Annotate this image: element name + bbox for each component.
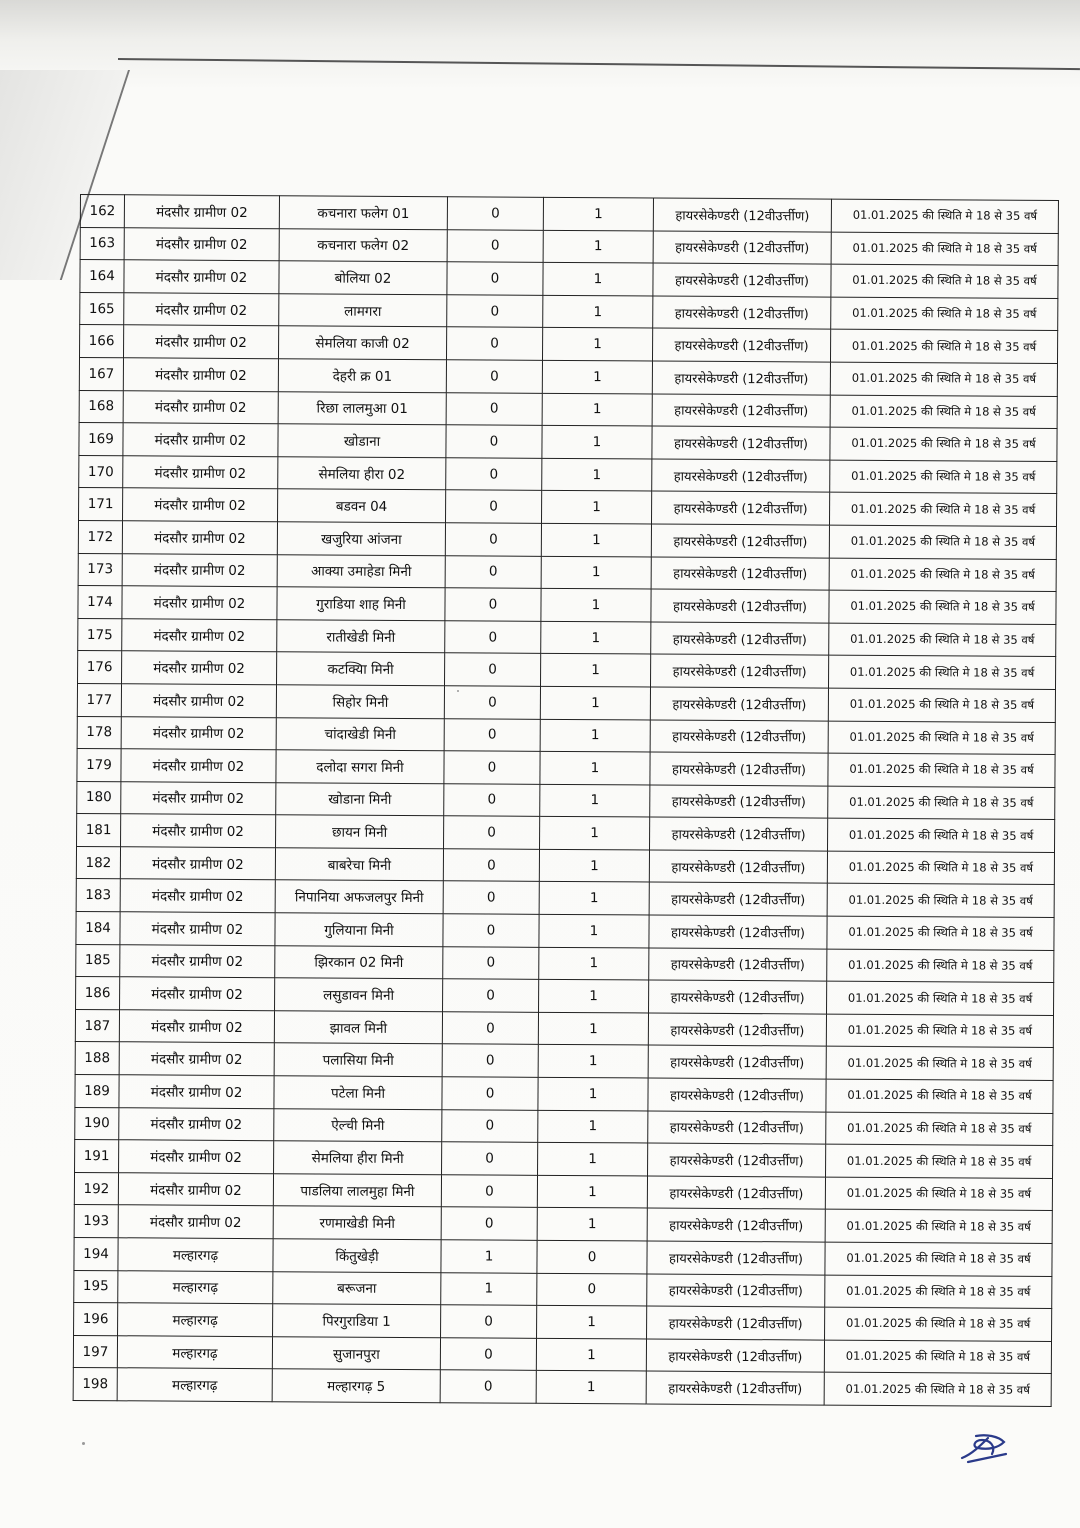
vacancy-count-cell-2: 1 — [539, 980, 649, 1013]
serial-number-cell: 175 — [78, 618, 122, 651]
vacancy-count-cell-1: 0 — [442, 1077, 538, 1110]
vacancy-count-cell-1: 0 — [445, 620, 541, 653]
anganwadi-center-cell: सिहोर मिनी — [276, 685, 444, 719]
vacancy-table — [73, 194, 1059, 1407]
project-area-cell: मंदसौर ग्रामीण 02 — [124, 325, 279, 359]
qualification-cell: हायरसेकेण्डरी (12वीउर्त्तीण) — [647, 1241, 825, 1275]
project-area-cell: मंदसौर ग्रामीण 02 — [123, 390, 278, 424]
project-area-cell: मंदसौर ग्रामीण 02 — [122, 521, 277, 555]
serial-number-cell: 164 — [80, 260, 124, 293]
vacancy-count-cell-2: 1 — [541, 621, 651, 654]
vacancy-count-cell-2: 1 — [540, 817, 650, 850]
vacancy-count-cell-2: 1 — [538, 1045, 648, 1078]
serial-number-cell: 198 — [73, 1368, 117, 1401]
anganwadi-center-cell: खजुरिया आंजना — [277, 522, 445, 556]
project-area-cell: मंदसौर ग्रामीण 02 — [123, 488, 278, 522]
age-limit-cell: 01.01.2025 की स्थिति मे 18 से 35 वर्ष — [826, 1014, 1053, 1048]
anganwadi-center-cell: रातीखेडी मिनी — [277, 619, 445, 653]
age-limit-cell: 01.01.2025 की स्थिति मे 18 से 35 वर्ष — [828, 786, 1055, 820]
age-limit-cell: 01.01.2025 की स्थिति मे 18 से 35 वर्ष — [830, 460, 1057, 494]
vacancy-count-cell-1: 0 — [444, 783, 540, 816]
serial-number-cell: 197 — [73, 1335, 117, 1368]
age-limit-cell: 01.01.2025 की स्थिति मे 18 से 35 वर्ष — [830, 362, 1057, 396]
vacancy-count-cell-2: 1 — [542, 425, 652, 458]
anganwadi-center-cell: मल्हारगढ़ 5 — [272, 1369, 440, 1403]
project-area-cell: मंदसौर ग्रामीण 02 — [123, 358, 278, 392]
vacancy-count-cell-1: 0 — [443, 914, 539, 947]
anganwadi-center-cell: कचनारा फलेग 01 — [279, 196, 447, 230]
qualification-cell: हायरसेकेण्डरी (12वीउर्त्तीण) — [650, 785, 828, 819]
vacancy-count-cell-2: 1 — [540, 751, 650, 784]
age-limit-cell: 01.01.2025 की स्थिति मे 18 से 35 वर्ष — [824, 1340, 1051, 1374]
vacancy-count-cell-1: 0 — [447, 197, 543, 230]
vacancy-count-cell-2: 1 — [541, 523, 651, 556]
project-area-cell: मंदसौर ग्रामीण 02 — [120, 977, 275, 1011]
qualification-cell: हायरसेकेण्डरी (12वीउर्त्तीण) — [651, 589, 829, 623]
vacancy-count-cell-2: 1 — [539, 914, 649, 947]
vacancy-count-cell-1: 0 — [442, 1012, 538, 1045]
qualification-cell: हायरसेकेण्डरी (12वीउर्त्तीण) — [647, 1176, 825, 1210]
vacancy-count-cell-1: 0 — [445, 653, 541, 686]
vacancy-count-cell-2: 1 — [542, 360, 652, 393]
table-body — [73, 195, 1058, 1407]
vacancy-count-cell-1: 0 — [442, 1142, 538, 1175]
anganwadi-center-cell: पटेला मिनी — [274, 1076, 442, 1110]
project-area-cell: मंदसौर ग्रामीण 02 — [120, 879, 275, 913]
project-area-cell: मंदसौर ग्रामीण 02 — [121, 716, 276, 750]
qualification-cell: हायरसेकेण्डरी (12वीउर्त्तीण) — [653, 198, 831, 232]
anganwadi-center-cell: पाडलिया लालमुहा मिनी — [273, 1174, 441, 1208]
anganwadi-center-cell: निपानिया अफजलपुर मिनी — [275, 880, 443, 914]
qualification-cell: हायरसेकेण्डरी (12वीउर्त्तीण) — [651, 491, 829, 525]
serial-number-cell: 196 — [74, 1303, 118, 1336]
anganwadi-center-cell: बाबरेचा मिनी — [275, 848, 443, 882]
serial-number-cell: 176 — [78, 651, 122, 684]
vacancy-count-cell-2: 1 — [537, 1208, 647, 1241]
vacancy-count-cell-1: 0 — [440, 1370, 536, 1403]
vacancy-count-cell-1: 0 — [447, 295, 543, 328]
qualification-cell: हायरसेकेण्डरी (12वीउर्त्तीण) — [650, 687, 828, 721]
vacancy-count-cell-1: 0 — [441, 1305, 537, 1338]
qualification-cell: हायरसेकेण्डरी (12वीउर्त्तीण) — [649, 850, 827, 884]
project-area-cell: मल्हारगढ़ — [118, 1238, 273, 1272]
age-limit-cell: 01.01.2025 की स्थिति मे 18 से 35 वर्ष — [827, 851, 1054, 885]
vacancy-count-cell-2: 1 — [542, 328, 652, 361]
age-limit-cell: 01.01.2025 की स्थिति मे 18 से 35 वर्ष — [831, 297, 1058, 331]
anganwadi-center-cell: रणमाखेडी मिनी — [273, 1206, 441, 1240]
anganwadi-center-cell: पलासिया मिनी — [274, 1043, 442, 1077]
vacancy-count-cell-2: 1 — [536, 1371, 646, 1404]
anganwadi-center-cell: सेमलिया हीरा मिनी — [274, 1141, 442, 1175]
qualification-cell: हायरसेकेण्डरी (12वीउर्त्तीण) — [649, 882, 827, 916]
vacancy-count-cell-2: 1 — [541, 588, 651, 621]
anganwadi-center-cell: किंतुखेड़ी — [273, 1239, 441, 1273]
anganwadi-center-cell: लसुडावन मिनी — [275, 978, 443, 1012]
project-area-cell: मंदसौर ग्रामीण 02 — [121, 814, 276, 848]
qualification-cell: हायरसेकेण्डरी (12वीउर्त्तीण) — [652, 459, 830, 493]
project-area-cell: मंदसौर ग्रामीण 02 — [120, 944, 275, 978]
vacancy-count-cell-2: 1 — [543, 197, 653, 230]
serial-number-cell: 183 — [76, 879, 120, 912]
age-limit-cell: 01.01.2025 की स्थिति मे 18 से 35 वर्ष — [826, 1079, 1053, 1113]
serial-number-cell: 190 — [75, 1107, 119, 1140]
anganwadi-center-cell: छायन मिनी — [276, 815, 444, 849]
qualification-cell: हायरसेकेण्डरी (12वीउर्त्तीण) — [647, 1306, 825, 1340]
age-limit-cell: 01.01.2025 की स्थिति मे 18 से 35 वर्ष — [831, 232, 1058, 266]
vacancy-count-cell-2: 1 — [539, 882, 649, 915]
vacancy-count-cell-1: 0 — [443, 979, 539, 1012]
project-area-cell: मंदसौर ग्रामीण 02 — [120, 912, 275, 946]
qualification-cell: हायरसेकेण्डरी (12वीउर्त्तीण) — [652, 394, 830, 428]
serial-number-cell: 179 — [77, 749, 121, 782]
vacancy-count-cell-1: 0 — [440, 1338, 536, 1371]
age-limit-cell: 01.01.2025 की स्थिति मे 18 से 35 वर्ष — [828, 721, 1055, 755]
qualification-cell: हायरसेकेण्डरी (12वीउर्त्तीण) — [653, 263, 831, 297]
serial-number-cell: 193 — [74, 1205, 118, 1238]
qualification-cell: हायरसेकेण्डरी (12वीउर्त्तीण) — [650, 817, 828, 851]
project-area-cell: मंदसौर ग्रामीण 02 — [123, 456, 278, 490]
anganwadi-center-cell: बरूजना — [273, 1271, 441, 1305]
anganwadi-center-cell: झिरकान 02 मिनी — [275, 945, 443, 979]
age-limit-cell: 01.01.2025 की स्थिति मे 18 से 35 वर्ष — [828, 753, 1055, 787]
project-area-cell: मंदसौर ग्रामीण 02 — [124, 227, 279, 261]
project-area-cell: मंदसौर ग्रामीण 02 — [121, 781, 276, 815]
serial-number-cell: 168 — [79, 390, 123, 423]
vacancy-count-cell-2: 1 — [539, 947, 649, 980]
age-limit-cell: 01.01.2025 की स्थिति मे 18 से 35 वर्ष — [831, 199, 1058, 233]
age-limit-cell: 01.01.2025 की स्थिति मे 18 से 35 वर्ष — [827, 884, 1054, 918]
anganwadi-center-cell: खोडाना — [278, 424, 446, 458]
vacancy-count-cell-1: 0 — [443, 946, 539, 979]
qualification-cell: हायरसेकेण्डरी (12वीउर्त्तीण) — [648, 1045, 826, 1079]
project-area-cell: मंदसौर ग्रामीण 02 — [119, 1042, 274, 1076]
anganwadi-center-cell: सेमलिया काजी 02 — [278, 326, 446, 360]
qualification-cell: हायरसेकेण्डरी (12वीउर्त्तीण) — [651, 557, 829, 591]
project-area-cell: मल्हारगढ़ — [117, 1368, 272, 1402]
serial-number-cell: 191 — [75, 1140, 119, 1173]
vacancy-count-cell-1: 0 — [441, 1207, 537, 1240]
anganwadi-center-cell: कचनारा फलेग 02 — [279, 228, 447, 262]
vacancy-count-cell-2: 1 — [540, 719, 650, 752]
age-limit-cell: 01.01.2025 की स्थिति मे 18 से 35 वर्ष — [831, 264, 1058, 298]
project-area-cell: मंदसौर ग्रामीण 02 — [124, 195, 279, 229]
qualification-cell: हायरसेकेण्डरी (12वीउर्त्तीण) — [648, 1111, 826, 1145]
vacancy-count-cell-1: 0 — [445, 555, 541, 588]
serial-number-cell: 167 — [79, 357, 123, 390]
age-limit-cell: 01.01.2025 की स्थिति मे 18 से 35 वर्ष — [830, 395, 1057, 429]
project-area-cell: मंदसौर ग्रामीण 02 — [124, 293, 279, 327]
anganwadi-center-cell: रिछा लालमुआ 01 — [278, 391, 446, 425]
project-area-cell: मंदसौर ग्रामीण 02 — [122, 586, 277, 620]
qualification-cell: हायरसेकेण्डरी (12वीउर्त्तीण) — [647, 1208, 825, 1242]
vacancy-count-cell-2: 1 — [540, 686, 650, 719]
serial-number-cell: 187 — [75, 1009, 119, 1042]
vacancy-count-cell-1: 0 — [446, 360, 542, 393]
qualification-cell: हायरसेकेण्डरी (12वीउर्त्तीण) — [647, 1274, 825, 1308]
qualification-cell: हायरसेकेण्डरी (12वीउर्त्तीण) — [652, 328, 830, 362]
anganwadi-center-cell: गुराडिया शाह मिनी — [277, 587, 445, 621]
age-limit-cell: 01.01.2025 की स्थिति मे 18 से 35 वर्ष — [825, 1242, 1052, 1276]
vacancy-count-cell-2: 1 — [539, 849, 649, 882]
anganwadi-center-cell: पिरगुराडिया 1 — [273, 1304, 441, 1338]
vacancy-count-cell-1: 0 — [444, 718, 540, 751]
vacancy-count-cell-2: 1 — [538, 1012, 648, 1045]
project-area-cell: मंदसौर ग्रामीण 02 — [118, 1205, 273, 1239]
vacancy-count-cell-1: 0 — [445, 523, 541, 556]
serial-number-cell: 186 — [76, 977, 120, 1010]
age-limit-cell: 01.01.2025 की स्थिति मे 18 से 35 वर्ष — [825, 1275, 1052, 1309]
serial-number-cell: 182 — [76, 846, 120, 879]
scan-speck — [457, 690, 459, 692]
vacancy-count-cell-2: 1 — [541, 491, 651, 524]
anganwadi-center-cell: सेमलिया हीरा 02 — [278, 456, 446, 490]
anganwadi-center-cell: सुजानपुरा — [272, 1336, 440, 1370]
vacancy-count-cell-2: 1 — [537, 1305, 647, 1338]
qualification-cell: हायरसेकेण्डरी (12वीउर्त्तीण) — [649, 948, 827, 982]
vacancy-count-cell-1: 0 — [444, 816, 540, 849]
qualification-cell: हायरसेकेण्डरी (12वीउर्त्तीण) — [650, 654, 828, 688]
vacancy-count-cell-1: 0 — [441, 1175, 537, 1208]
anganwadi-center-cell: दलोदा सगरा मिनी — [276, 750, 444, 784]
vacancy-count-cell-1: 1 — [441, 1240, 537, 1273]
anganwadi-center-cell: बडवन 04 — [278, 489, 446, 523]
qualification-cell: हायरसेकेण्डरी (12वीउर्त्तीण) — [648, 1013, 826, 1047]
age-limit-cell: 01.01.2025 की स्थिति मे 18 से 35 वर्ष — [827, 949, 1054, 983]
vacancy-count-cell-1: 0 — [443, 881, 539, 914]
serial-number-cell: 192 — [74, 1172, 118, 1205]
qualification-cell: हायरसेकेण्डरी (12वीउर्त्तीण) — [650, 719, 828, 753]
age-limit-cell: 01.01.2025 की स्थिति मे 18 से 35 वर्ष — [830, 427, 1057, 461]
vacancy-count-cell-2: 1 — [542, 393, 652, 426]
age-limit-cell: 01.01.2025 की स्थिति मे 18 से 35 वर्ष — [826, 1112, 1053, 1146]
vacancy-count-cell-1: 0 — [446, 457, 542, 490]
anganwadi-center-cell: चांदाखेडी मिनी — [276, 717, 444, 751]
serial-number-cell: 162 — [80, 195, 124, 228]
vacancy-count-cell-1: 0 — [447, 262, 543, 295]
serial-number-cell: 170 — [79, 455, 123, 488]
anganwadi-center-cell: बोलिया 02 — [279, 261, 447, 295]
anganwadi-center-cell: झावल मिनी — [274, 1011, 442, 1045]
anganwadi-center-cell: लामगरा — [279, 293, 447, 327]
age-limit-cell: 01.01.2025 की स्थिति मे 18 से 35 वर्ष — [828, 655, 1055, 689]
serial-number-cell: 195 — [74, 1270, 118, 1303]
project-area-cell: मंदसौर ग्रामीण 02 — [123, 423, 278, 457]
vacancy-count-cell-2: 1 — [541, 556, 651, 589]
age-limit-cell: 01.01.2025 की स्थिति मे 18 से 35 वर्ष — [824, 1372, 1051, 1406]
vacancy-count-cell-1: 0 — [444, 751, 540, 784]
vacancy-count-cell-2: 0 — [537, 1273, 647, 1306]
vacancy-count-cell-1: 0 — [445, 588, 541, 621]
project-area-cell: मंदसौर ग्रामीण 02 — [122, 553, 277, 587]
serial-number-cell: 185 — [76, 944, 120, 977]
project-area-cell: मंदसौर ग्रामीण 02 — [119, 1107, 274, 1141]
page-fold-line — [118, 58, 1080, 70]
qualification-cell: हायरसेकेण्डरी (12वीउर्त्तीण) — [653, 231, 831, 265]
age-limit-cell: 01.01.2025 की स्थिति मे 18 से 35 वर्ष — [826, 1047, 1053, 1081]
vacancy-count-cell-1: 0 — [442, 1109, 538, 1142]
age-limit-cell: 01.01.2025 की स्थिति मे 18 से 35 वर्ष — [826, 1144, 1053, 1178]
serial-number-cell: 169 — [79, 423, 123, 456]
vacancy-count-cell-2: 1 — [536, 1338, 646, 1371]
vacancy-count-cell-2: 1 — [543, 295, 653, 328]
vacancy-count-cell-2: 1 — [542, 458, 652, 491]
vacancy-table-wrapper — [73, 194, 1060, 1407]
vacancy-count-cell-1: 0 — [444, 686, 540, 719]
project-area-cell: मल्हारगढ़ — [118, 1270, 273, 1304]
vacancy-count-cell-2: 0 — [537, 1240, 647, 1273]
age-limit-cell: 01.01.2025 की स्थिति मे 18 से 35 वर्ष — [830, 329, 1057, 363]
vacancy-count-cell-2: 1 — [540, 784, 650, 817]
age-limit-cell: 01.01.2025 की स्थिति मे 18 से 35 वर्ष — [829, 492, 1056, 526]
project-area-cell: मंदसौर ग्रामीण 02 — [119, 1140, 274, 1174]
project-area-cell: मल्हारगढ़ — [118, 1303, 273, 1337]
age-limit-cell: 01.01.2025 की स्थिति मे 18 से 35 वर्ष — [825, 1177, 1052, 1211]
anganwadi-center-cell: आक्या उमाहेडा मिनी — [277, 554, 445, 588]
vacancy-count-cell-1: 0 — [443, 849, 539, 882]
serial-number-cell: 178 — [77, 716, 121, 749]
vacancy-count-cell-1: 0 — [445, 490, 541, 523]
vacancy-count-cell-1: 0 — [446, 327, 542, 360]
serial-number-cell: 188 — [75, 1042, 119, 1075]
anganwadi-center-cell: खोडाना मिनी — [276, 782, 444, 816]
age-limit-cell: 01.01.2025 की स्थिति मे 18 से 35 वर्ष — [829, 558, 1056, 592]
project-area-cell: मंदसौर ग्रामीण 02 — [124, 260, 279, 294]
anganwadi-center-cell: ऐल्ची मिनी — [274, 1108, 442, 1142]
project-area-cell: मंदसौर ग्रामीण 02 — [120, 847, 275, 881]
serial-number-cell: 171 — [79, 488, 123, 521]
serial-number-cell: 181 — [77, 814, 121, 847]
table-row — [73, 1368, 1051, 1407]
age-limit-cell: 01.01.2025 की स्थिति मे 18 से 35 वर्ष — [829, 623, 1056, 657]
vacancy-count-cell-2: 1 — [537, 1175, 647, 1208]
qualification-cell: हायरसेकेण्डरी (12वीउर्त्तीण) — [651, 524, 829, 558]
age-limit-cell: 01.01.2025 की स्थिति मे 18 से 35 वर्ष — [827, 981, 1054, 1015]
vacancy-count-cell-1: 1 — [441, 1272, 537, 1305]
scan-speck — [82, 1442, 85, 1445]
qualification-cell: हायरसेकेण्डरी (12वीउर्त्तीण) — [652, 361, 830, 395]
vacancy-count-cell-2: 1 — [541, 654, 651, 687]
vacancy-count-cell-1: 0 — [447, 229, 543, 262]
qualification-cell: हायरसेकेण्डरी (12वीउर्त्तीण) — [649, 980, 827, 1014]
vacancy-count-cell-2: 1 — [538, 1110, 648, 1143]
vacancy-count-cell-1: 0 — [442, 1044, 538, 1077]
vacancy-count-cell-2: 1 — [538, 1077, 648, 1110]
project-area-cell: मल्हारगढ़ — [117, 1336, 272, 1370]
signature-mark — [958, 1428, 1010, 1466]
serial-number-cell: 177 — [77, 683, 121, 716]
serial-number-cell: 189 — [75, 1075, 119, 1108]
qualification-cell: हायरसेकेण्डरी (12वीउर्त्तीण) — [650, 752, 828, 786]
age-limit-cell: 01.01.2025 की स्थिति मे 18 से 35 वर्ष — [828, 818, 1055, 852]
project-area-cell: मंदसौर ग्रामीण 02 — [121, 749, 276, 783]
project-area-cell: मंदसौर ग्रामीण 02 — [121, 684, 276, 718]
serial-number-cell: 173 — [78, 553, 122, 586]
vacancy-count-cell-1: 0 — [446, 392, 542, 425]
vacancy-count-cell-2: 1 — [543, 230, 653, 263]
vacancy-count-cell-2: 1 — [543, 263, 653, 296]
qualification-cell: हायरसेकेण्डरी (12वीउर्त्तीण) — [651, 622, 829, 656]
project-area-cell: मंदसौर ग्रामीण 02 — [122, 618, 277, 652]
serial-number-cell: 180 — [77, 781, 121, 814]
project-area-cell: मंदसौर ग्रामीण 02 — [118, 1173, 273, 1207]
anganwadi-center-cell: देहरी क्र 01 — [278, 359, 446, 393]
age-limit-cell: 01.01.2025 की स्थिति मे 18 से 35 वर्ष — [829, 525, 1056, 559]
qualification-cell: हायरसेकेण्डरी (12वीउर्त्तीण) — [652, 426, 830, 460]
serial-number-cell: 166 — [80, 325, 124, 358]
serial-number-cell: 172 — [78, 520, 122, 553]
qualification-cell: हायरसेकेण्डरी (12वीउर्त्तीण) — [646, 1339, 824, 1373]
serial-number-cell: 184 — [76, 912, 120, 945]
qualification-cell: हायरसेकेण्डरी (12वीउर्त्तीण) — [653, 296, 831, 330]
serial-number-cell: 194 — [74, 1237, 118, 1270]
age-limit-cell: 01.01.2025 की स्थिति मे 18 से 35 वर्ष — [828, 688, 1055, 722]
qualification-cell: हायरसेकेण्डरी (12वीउर्त्तीण) — [649, 915, 827, 949]
project-area-cell: मंदसौर ग्रामीण 02 — [122, 651, 277, 685]
serial-number-cell: 165 — [80, 292, 124, 325]
vacancy-count-cell-1: 0 — [446, 425, 542, 458]
project-area-cell: मंदसौर ग्रामीण 02 — [119, 1010, 274, 1044]
age-limit-cell: 01.01.2025 की स्थिति मे 18 से 35 वर्ष — [825, 1307, 1052, 1341]
qualification-cell: हायरसेकेण्डरी (12वीउर्त्तीण) — [648, 1143, 826, 1177]
serial-number-cell: 163 — [80, 227, 124, 260]
anganwadi-center-cell: गुलियाना मिनी — [275, 913, 443, 947]
age-limit-cell: 01.01.2025 की स्थिति मे 18 से 35 वर्ष — [827, 916, 1054, 950]
qualification-cell: हायरसेकेण्डरी (12वीउर्त्तीण) — [646, 1371, 824, 1405]
age-limit-cell: 01.01.2025 की स्थिति मे 18 से 35 वर्ष — [825, 1209, 1052, 1243]
qualification-cell: हायरसेकेण्डरी (12वीउर्त्तीण) — [648, 1078, 826, 1112]
project-area-cell: मंदसौर ग्रामीण 02 — [119, 1075, 274, 1109]
serial-number-cell: 174 — [78, 586, 122, 619]
vacancy-count-cell-2: 1 — [538, 1143, 648, 1176]
age-limit-cell: 01.01.2025 की स्थिति मे 18 से 35 वर्ष — [829, 590, 1056, 624]
anganwadi-center-cell: कटक्यिा मिनी — [277, 652, 445, 686]
